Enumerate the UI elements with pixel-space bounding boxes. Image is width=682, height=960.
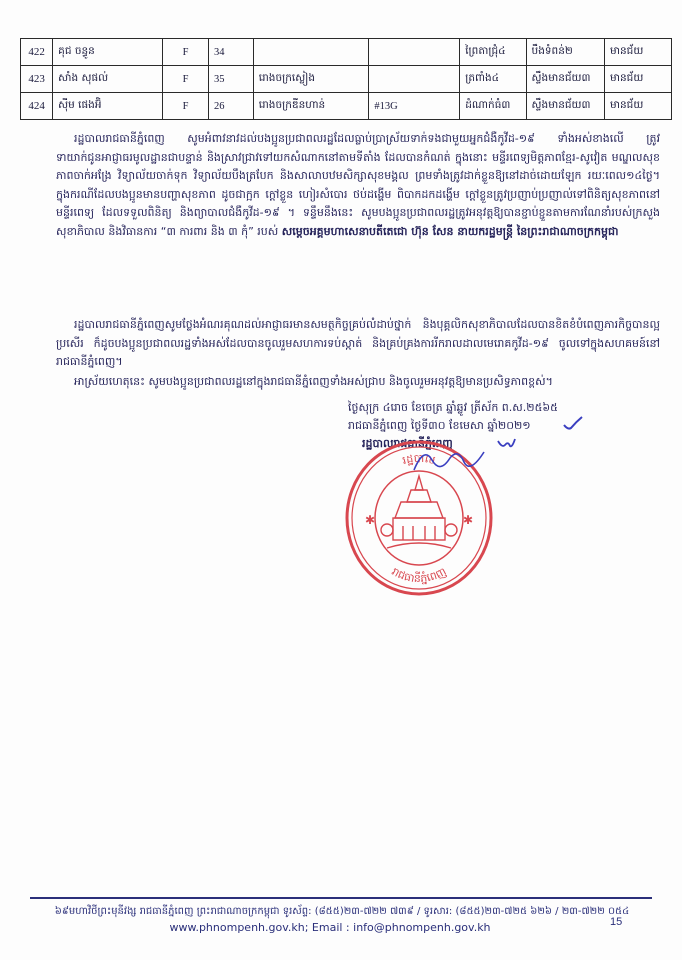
case-number: 422 xyxy=(21,39,53,66)
cases-table xyxy=(20,38,672,120)
thanks-paragraph: រដ្ឋបាលរាជធានីភ្នំពេញសូមថ្លែងអំណរគុណដល់អាជ្ញាធរមានសមត្ថកិច្ចគ្រប់លំដាប់ថ្នាក់ និងបុគ្គលិកសុខាភិបាលដែលបានខិតខំបំពេញភារកិច្ចបានល្អប្រសើរ ក៏ដូចបងប្អូនប្រជាពលរដ្ឋទាំងអស់ដែលបានចូលរួមសហការទប់ស្កាត់ និងគ្រប់គ្រងការរីករាលដាលមេរោគកូវីដ-១៩ ចូលទៅក្នុងសហគមន៍នៅរាជធានីភ្នំពេញ។ xyxy=(56,318,660,369)
seal-bottom-text: រាជធានីភ្នំពេញ xyxy=(389,564,449,586)
case-workplace: រោងចក្រឌីនហាន់ xyxy=(253,93,369,120)
case-workplace: រោងចក្រស្លៀង xyxy=(253,66,369,93)
case-district: មានជ័យ xyxy=(605,39,672,66)
case-village: ត្រពាំង៤ xyxy=(460,66,526,93)
case-age: 26 xyxy=(208,93,253,120)
svg-text:✱: ✱ xyxy=(463,513,474,527)
table-row xyxy=(21,39,672,66)
case-district: មានជ័យ xyxy=(605,66,672,93)
handwritten-check-icon xyxy=(562,416,584,432)
case-sex: F xyxy=(163,66,209,93)
case-name: គុជ ចន្ធូន xyxy=(53,39,163,66)
case-number: 424 xyxy=(21,93,53,120)
footer-contact: www.phnompenh.gov.kh; Email : info@phnompenh.gov.kh xyxy=(169,921,491,934)
case-house: #13G xyxy=(369,93,460,120)
prime-minister-title: សម្តេចអគ្គមហាសេនាបតីតេជោ ហ៊ុន សែន នាយករដ្ឋមន្ត្រី នៃព្រះរាជាណាចក្រកម្ពុជា xyxy=(281,224,619,238)
case-sex: F xyxy=(163,39,209,66)
appeal-text: រដ្ឋបាលរាជធានីភ្នំពេញ សូមអំពាវនាវដល់បងប្អូនប្រជាពលរដ្ឋដែលធ្លាប់ប្រាស្រ័យទាក់ទងជាមួយអ្នកជំងឺកូវីដ-១៩ ទាំងអស់ខាងលើ ត្រូវទាយាក់ជូនអាជ្ញាធរមូលដ្ឋានជាបន្ទាន់ និងស្រាវជ្រាវទៅយកសំណាកនៅតាមទីតាំង ដែលបានកំណត់ ក្នុងនោះ មន្ទីរពេទ្យមិត្តភាពខ្មែរ-សូវៀត មណ្ឌលសុខភាពចាក់អង្រែ វិទ្យាល័យចាក់ទុក វិទ្យាល័យបឹងត្របែក និងសាលាបឋមសិក្សាសុខមង្គល ព្រមទាំងត្រូវដាក់ខ្លួនឱ្យនៅដាច់ដោយឡែក រយៈពេល១៤ថ្ងៃ។ ក្នុងករណីដែលបងប្អូនមានបញ្ហាសុខភាព ដូចជាក្អក ក្តៅខ្លួន ហៀរសំបោរ ថប់ដង្ហើម ពិបាកដកដង្ហើម ក្តៅខ្លួនត្រូវប្រញាប់ប្រញាល់ទៅពិនិត្យសុខភាពនៅមន្ទីរពេទ្យ ដែលទទួលពិនិត្យ និងព្យាបាលជំងឺកូវីដ-១៩ ។ ទន្ទឹមនឹងនេះ សូមបងប្អូនប្រជាពលរដ្ឋត្រូវអនុវត្តឱ្យបានខ្ជាប់ខ្ជួនតាមការណែនាំរបស់ក្រសួងសុខាភិបាល និងវិធានការ “៣ ការពារ និង ៣ កុំ” របស់ xyxy=(56,132,660,238)
lunar-date: ថ្ងៃសុក្រ ៤រោច ខែចេត្រ ឆ្នាំឆ្លូវ ត្រីស័ក ព.ស.២៥៦៥ xyxy=(348,401,558,414)
case-village: ដំណាក់ធំ៣ xyxy=(460,93,526,120)
case-name: សាំង សុផល់ xyxy=(53,66,163,93)
handwritten-mark-icon xyxy=(496,436,516,450)
case-commune: ស្ទឹងមានជ័យ៣ xyxy=(526,93,604,120)
appeal-paragraph xyxy=(56,130,660,242)
svg-text:✱: ✱ xyxy=(365,513,376,527)
case-commune: ស្ទឹងមានជ័យ៣ xyxy=(526,66,604,93)
case-age: 35 xyxy=(208,66,253,93)
solar-date: រាជធានីភ្នំពេញ ថ្ងៃទី៣០ ខែមេសា ឆ្នាំ២០២១ xyxy=(348,419,531,432)
footer-divider xyxy=(30,897,652,899)
table-row xyxy=(21,66,672,93)
footer-address: ៦៩មហាវិថីព្រះមុនីវង្ស រាជធានីភ្នំពេញ ព្រះរាជាណាចក្រកម្ពុជា ទូរស័ព្ទ: (៨៥៥)២៣-៧២២ ៧៣៩ / ទូរសារ: (៨៥៥)២៣-៧២៥ ៦២៦ / ២៣-៧២២ ០៥៤ xyxy=(54,906,630,917)
page-number: 15 xyxy=(610,916,623,928)
case-village: ព្រៃតាជ្រុំ៤ xyxy=(460,39,526,66)
seal-top-text: រដ្ឋបាល xyxy=(400,452,437,468)
case-age: 34 xyxy=(208,39,253,66)
case-name: ស៊ីម ផេងអ៊ិ xyxy=(53,93,163,120)
case-house xyxy=(369,39,460,66)
svg-text:រាជធានីភ្នំពេញ xyxy=(389,565,448,585)
signatory-title: រដ្ឋបាលរាជធានីភ្នំពេញ xyxy=(362,437,453,450)
case-house xyxy=(369,66,460,93)
closing-paragraph: អាស្រ័យហេតុនេះ សូមបងប្អូនប្រជាពលរដ្ឋនៅក្នុងរាជធានីភ្នំពេញទាំងអស់ជ្រាប និងចូលរួមអនុវត្តឱ្យមានប្រសិទ្ធភាពខ្ពស់។ xyxy=(74,375,553,388)
case-commune: បឹងទំពន់២ xyxy=(526,39,604,66)
case-sex: F xyxy=(163,93,209,120)
case-district: មានជ័យ xyxy=(605,93,672,120)
signature-scribble-icon xyxy=(410,440,490,480)
case-number: 423 xyxy=(21,66,53,93)
table-row xyxy=(21,93,672,120)
case-workplace xyxy=(253,39,369,66)
